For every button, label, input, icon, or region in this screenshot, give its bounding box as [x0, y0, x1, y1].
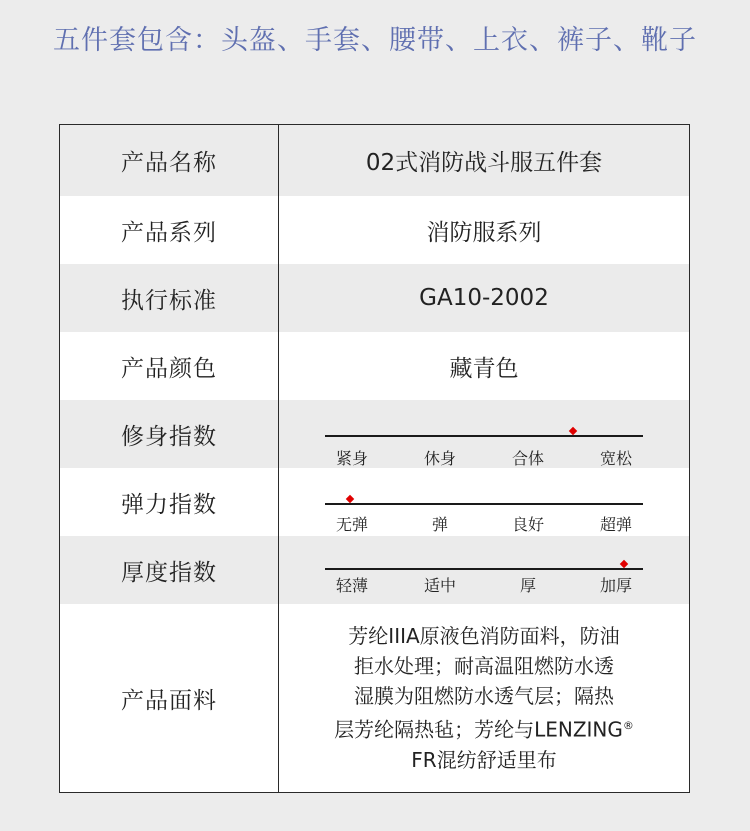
- scale-tick: 良好: [511, 515, 544, 534]
- scale-tick: 适中: [423, 576, 456, 595]
- spec-table: [59, 124, 690, 793]
- row-label: 产品名称: [60, 125, 279, 196]
- material-line: 湿膜为阻燃防水透气层；隔热: [354, 684, 614, 709]
- scale-labels: [325, 573, 643, 596]
- fit-scale: [325, 412, 643, 468]
- row-fit-index: [60, 400, 689, 468]
- scale-labels: [325, 512, 643, 535]
- row-value: [279, 536, 689, 604]
- row-elasticity-index: [60, 468, 689, 536]
- row-product-name: [60, 125, 689, 196]
- row-value: 藏青色: [449, 355, 519, 382]
- row-value: GA10-2002: [419, 285, 549, 311]
- row-label: 厚度指数: [60, 536, 279, 604]
- elasticity-scale: [325, 480, 643, 534]
- row-label: 产品系列: [60, 196, 279, 264]
- row-material: [60, 604, 689, 792]
- row-value: [279, 400, 689, 468]
- scale-marker: [620, 560, 628, 568]
- scale-tick: 紧身: [335, 449, 368, 468]
- row-value: 消防服系列: [426, 219, 542, 246]
- row-label: 弹力指数: [60, 468, 279, 536]
- scale-line: [325, 435, 643, 437]
- scale-line: [325, 503, 643, 505]
- thickness-scale: [325, 548, 643, 595]
- registered-mark: ®: [622, 719, 634, 733]
- row-value: [279, 604, 689, 792]
- scale-marker: [569, 427, 577, 435]
- scale-line: [325, 568, 643, 570]
- material-description: [334, 621, 634, 775]
- row-label: 产品颜色: [60, 332, 279, 400]
- row-color: [60, 332, 689, 400]
- material-line-text: 层芳纶隔热毡；芳纶与LENZING: [334, 717, 623, 742]
- row-value: 02式消防战斗服五件套: [365, 150, 603, 176]
- scale-tick: 无弹: [335, 515, 368, 534]
- scale-labels: [325, 446, 643, 469]
- scale-marker: [346, 495, 354, 503]
- row-label: 修身指数: [60, 400, 279, 468]
- scale-tick: 休身: [423, 449, 456, 468]
- row-standard: [60, 264, 689, 332]
- material-line: 芳纶IIIA原液色消防面料，防油: [348, 624, 620, 649]
- scale-tick: 宽松: [599, 449, 632, 468]
- row-label: 产品面料: [60, 604, 279, 792]
- material-line: FR混纺舒适里布: [411, 747, 557, 772]
- scale-tick: 轻薄: [335, 576, 368, 595]
- row-thickness-index: [60, 536, 689, 604]
- scale-tick: 合体: [511, 449, 544, 468]
- row-label: 执行标准: [60, 264, 279, 332]
- scale-tick: 超弹: [599, 515, 632, 534]
- headline: 五件套包含：头盔、手套、腰带、上衣、裤子、靴子: [53, 25, 697, 56]
- material-line: 拒水处理；耐高温阻燃防水透: [354, 654, 614, 679]
- row-value: [279, 468, 689, 536]
- scale-tick: 厚: [519, 576, 536, 595]
- scale-tick: 加厚: [599, 576, 632, 595]
- row-product-series: [60, 196, 689, 264]
- scale-tick: 弹: [431, 515, 448, 534]
- material-line: [334, 711, 634, 745]
